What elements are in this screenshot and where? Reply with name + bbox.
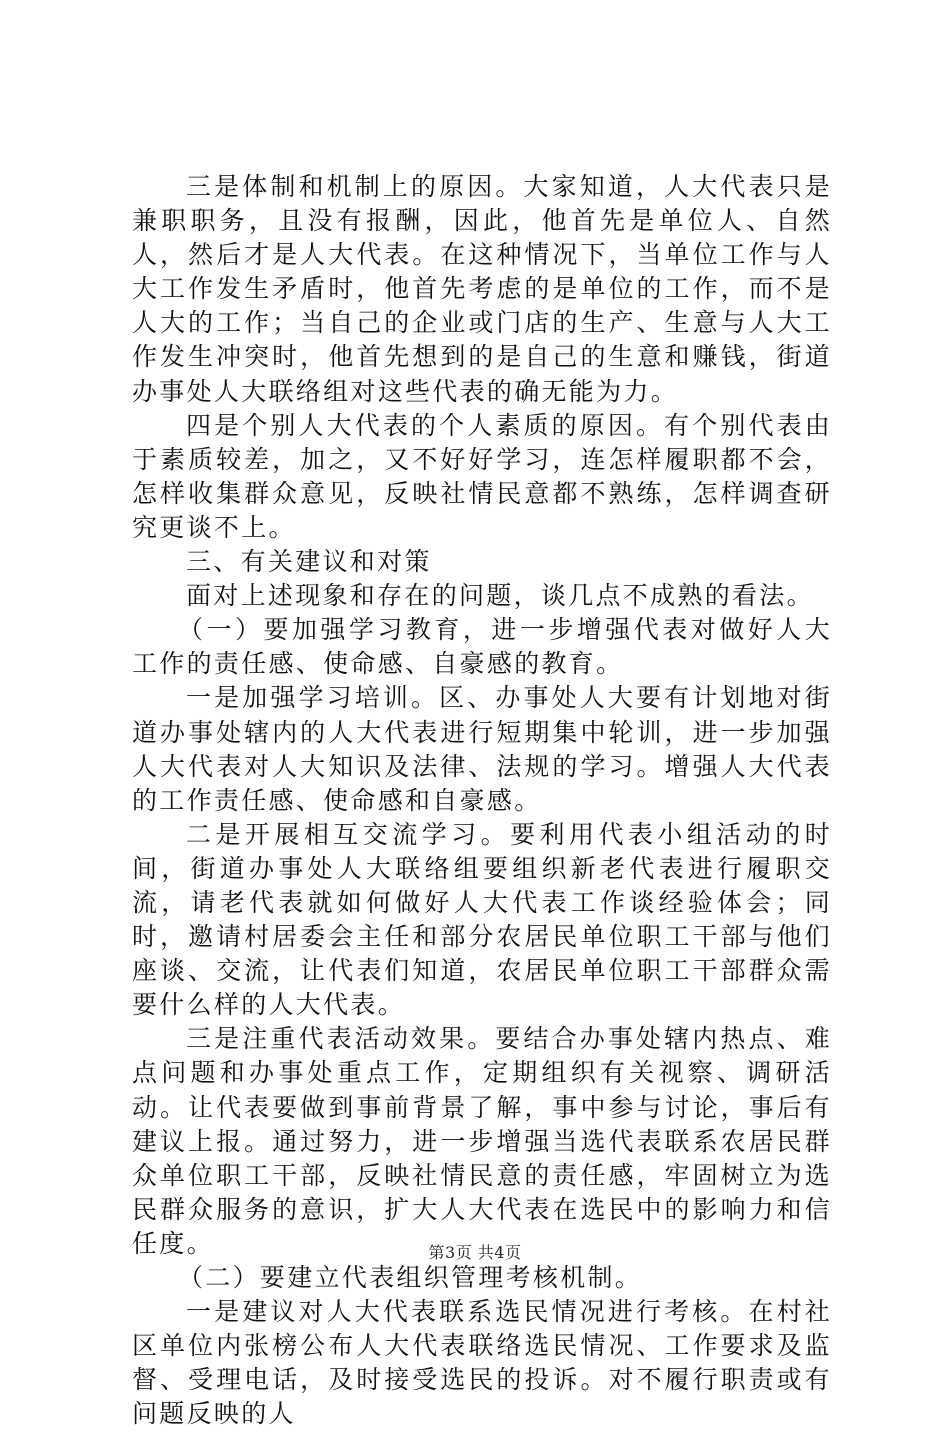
subheading-learning-education: （一）要加强学习教育，进一步增强代表对做好人大工作的责任感、使命感、自豪感的教育。 [132,615,832,679]
page-number-footer: 第3页 共4页 [428,1243,522,1262]
paragraph-intro-views: 面对上述现象和存在的问题，谈几点不成熟的看法。 [186,581,814,611]
section-heading-suggestions: 三、有关建议和对策 [186,547,432,577]
paragraph-institutional-reasons: 三是体制和机制上的原因。大家知道，人大代表只是兼职职务，且没有报酬，因此，他首先是单位人、自然人，然后才是人大代表。在这种情况下，当单位工作与人大工作发生矛盾时，他首先考虑的是单位的工作，而不是人大的工作；当自己的企业或门店的生产、生意与人大工作发生冲突时，他首先想到的是自己的生意和赚钱，街道办事处人大联络组对这些代表的确无能为力。 [132,172,832,406]
paragraph-exchange-learning: 二是开展相互交流学习。要利用代表小组活动的时间，街道办事处人大联络组要组织新老代表进行履职交流，请老代表就如何做好人大代表工作谈经验体会；同时，邀请村居委会主任和部分农居民单位职工干部与他们座谈、交流，让代表们知道，农居民单位职工干部群众需要什么样的人大代表。 [132,819,832,1020]
paragraph-assessment: 一是建议对人大代表联系选民情况进行考核。在村社区单位内张榜公布人大代表联络选民情况、工作要求及监督、受理电话，及时接受选民的投诉。对不履行职责或有问题反映的人 [132,1297,832,1429]
subheading-assessment-mechanism: （二）要建立代表组织管理考核机制。 [178,1263,643,1292]
paragraph-training: 一是加强学习培训。区、办事处人大要有计划地对街道办事处辖内的人大代表进行短期集中轮训，进一步加强人大代表对人大知识及法律、法规的学习。增强人大代表的工作责任感、使命感和自豪感。 [132,683,832,815]
paragraph-personal-quality: 四是个别人大代表的个人素质的原因。有个别代表由于素质较差，加之，又不好好学习，连怎样履职都不会，怎样收集群众意见，反映社情民意都不熟练，怎样调查研究更谈不上。 [132,410,832,542]
paragraph-activity-effects: 三是注重代表活动效果。要结合办事处辖内热点、难点问题和办事处重点工作，定期组织有关视察、调研活动。让代表要做到事前背景了解，事中参与讨论，事后有建议上报。通过努力，进一步增强当选代表联系农居民群众单位职工干部，反映社情民意的责任感，牢固树立为选民群众服务的意识，扩大人大代表在选民中的影响力和信任度。 [132,1024,832,1258]
